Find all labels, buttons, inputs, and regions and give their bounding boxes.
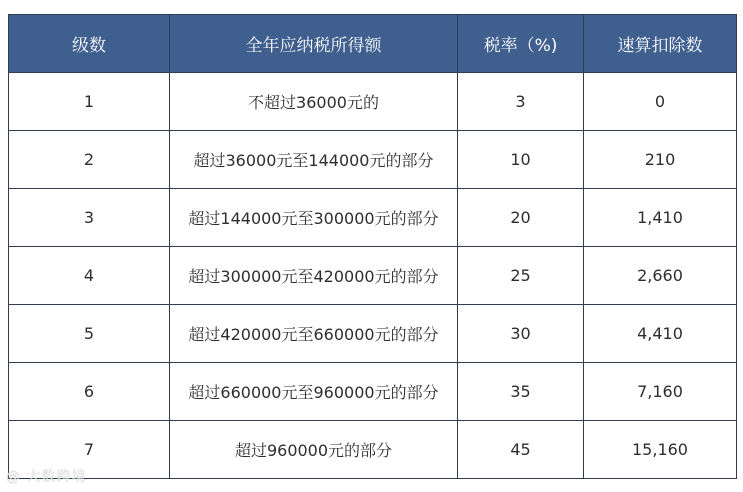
- table-row: [9, 305, 737, 363]
- cell-quick-deduction: 15,160: [584, 421, 737, 479]
- table-row: [9, 247, 737, 305]
- cell-tax-rate: 20: [458, 189, 584, 247]
- table-row: [9, 363, 737, 421]
- cell-quick-deduction: 7,160: [584, 363, 737, 421]
- cell-tax-rate: 10: [458, 131, 584, 189]
- header-quick-deduction: 速算扣除数: [584, 15, 737, 73]
- cell-quick-deduction: 210: [584, 131, 737, 189]
- cell-taxable-income: 超过660000元至960000元的部分: [170, 363, 458, 421]
- cell-level: 7: [9, 421, 170, 479]
- cell-tax-rate: 30: [458, 305, 584, 363]
- cell-level: 5: [9, 305, 170, 363]
- cell-taxable-income: 超过960000元的部分: [170, 421, 458, 479]
- table-row: [9, 131, 737, 189]
- header-tax-rate: 税率（%): [458, 15, 584, 73]
- cell-level: 1: [9, 73, 170, 131]
- watermark: @ 大数跨境: [6, 469, 87, 485]
- table-row: [9, 189, 737, 247]
- table-header: [9, 15, 737, 73]
- cell-tax-rate: 35: [458, 363, 584, 421]
- cell-taxable-income: 超过300000元至420000元的部分: [170, 247, 458, 305]
- cell-quick-deduction: 1,410: [584, 189, 737, 247]
- cell-taxable-income: 超过420000元至660000元的部分: [170, 305, 458, 363]
- table-row: [9, 73, 737, 131]
- cell-quick-deduction: 2,660: [584, 247, 737, 305]
- cell-level: 2: [9, 131, 170, 189]
- cell-tax-rate: 3: [458, 73, 584, 131]
- cell-level: 6: [9, 363, 170, 421]
- cell-tax-rate: 45: [458, 421, 584, 479]
- table-row: [9, 421, 737, 479]
- cell-quick-deduction: 0: [584, 73, 737, 131]
- tax-rate-table-container: [8, 14, 736, 479]
- table-body: [9, 73, 737, 479]
- header-row: [9, 15, 737, 73]
- cell-level: 3: [9, 189, 170, 247]
- cell-level: 4: [9, 247, 170, 305]
- cell-quick-deduction: 4,410: [584, 305, 737, 363]
- cell-tax-rate: 25: [458, 247, 584, 305]
- tax-rate-table: [8, 14, 737, 479]
- cell-taxable-income: 不超过36000元的: [170, 73, 458, 131]
- header-level: 级数: [9, 15, 170, 73]
- header-taxable-income: 全年应纳税所得额: [170, 15, 458, 73]
- cell-taxable-income: 超过144000元至300000元的部分: [170, 189, 458, 247]
- cell-taxable-income: 超过36000元至144000元的部分: [170, 131, 458, 189]
